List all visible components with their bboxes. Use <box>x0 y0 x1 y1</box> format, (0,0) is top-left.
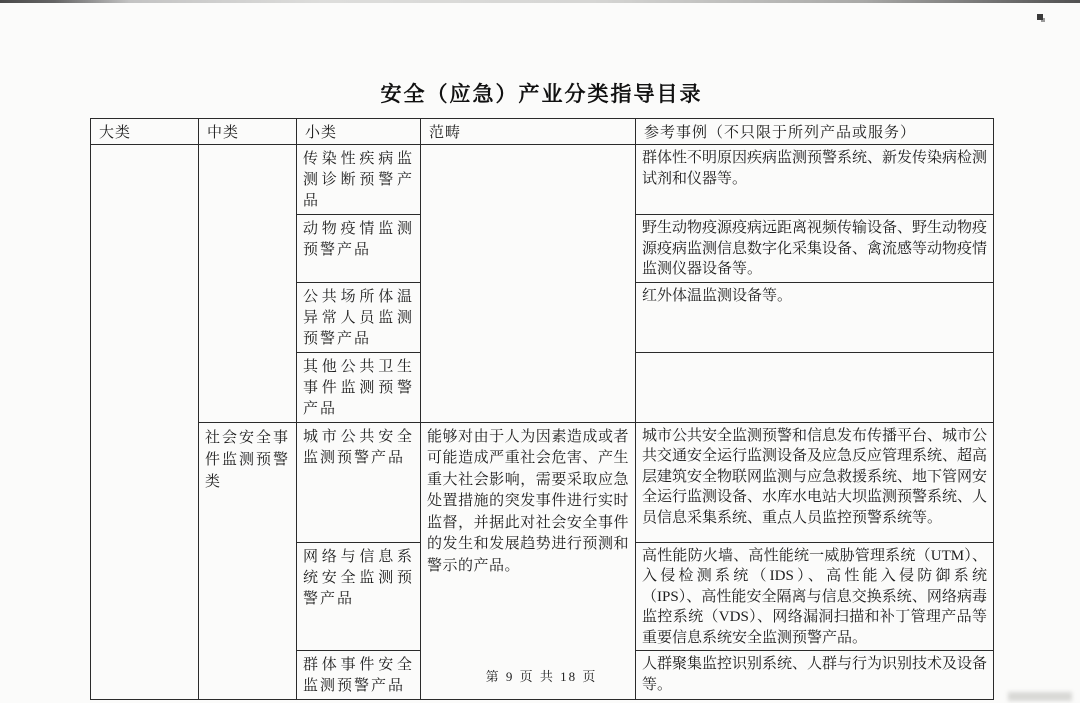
cell-examples: 红外体温监测设备等。 <box>636 282 994 352</box>
col-header-major-category: 大类 <box>91 119 199 145</box>
cell-subcategory: 动物疫情监测预警产品 <box>297 215 421 283</box>
cell-examples: 高性能防火墙、高性能统一威胁管理系统（UTM）、入侵检测系统（IDS）、高性能入侵防御系统（IPS）、高性能安全隔离与信息交换系统、网络病毒监控系统（VDS）、网络漏洞扫描和补丁管理产品等重要信息系统安全监测预警产品。 <box>636 542 994 651</box>
cell-examples: 群体性不明原因疾病监测预警系统、新发传染病检测试剂和仪器等。 <box>636 145 994 215</box>
cell-subcategory: 公共场所体温异常人员监测预警产品 <box>297 282 421 352</box>
col-header-middle-category: 中类 <box>199 119 297 145</box>
cell-subcategory: 传染性疾病监测诊断预警产品 <box>297 145 421 215</box>
cell-examples: 人群聚集监控识别系统、人群与行为识别技术及设备等。 <box>636 651 994 700</box>
cell-major-category-empty <box>91 145 199 700</box>
col-header-sub-category: 小类 <box>297 119 421 145</box>
page-title: 安全（应急）产业分类指导目录 <box>380 82 703 106</box>
table-row <box>91 145 994 215</box>
scan-artifact-top-line <box>0 0 1080 3</box>
col-header-examples: 参考事例（不只限于所列产品或服务） <box>636 119 994 145</box>
cell-subcategory: 其他公共卫生事件监测预警产品 <box>297 352 421 422</box>
cell-scope-empty <box>421 145 636 423</box>
cell-scope: 能够对由于人为因素造成或者可能造成严重社会危害、产生重大社会影响，需要采取应急处置措施的突发事件进行实时监督，并据此对社会安全事件的发生和发展趋势进行预测和警示的产品。 <box>421 422 636 700</box>
cell-subcategory: 群体事件安全监测预警产品 <box>297 651 421 700</box>
table-row <box>91 422 994 542</box>
scan-artifact-smudge <box>1008 692 1072 701</box>
page-number: 第 9 页 共 18 页 <box>485 669 598 684</box>
cell-subcategory: 网络与信息系统安全监测预警产品 <box>297 542 421 651</box>
cell-examples: 城市公共安全监测预警和信息发布传播平台、城市公共交通安全运行监测设备及应急反应管理系统、超高层建筑安全物联网监测与应急救援系统、地下管网安全运行监测设备、水库水电站大坝监测预警系统、人员信息采集系统、重点人员监控预警系统等。 <box>636 422 994 542</box>
cell-examples-empty <box>636 352 994 422</box>
cell-middle-category: 社会安全事件监测预警类 <box>199 422 297 700</box>
cell-examples: 野生动物疫源疫病远距离视频传输设备、野生动物疫源疫病监测信息数字化采集设备、禽流感等动物疫情监测仪器设备等。 <box>636 215 994 283</box>
classification-table <box>90 118 994 700</box>
col-header-scope: 范畴 <box>421 119 636 145</box>
cell-subcategory: 城市公共安全监测预警产品 <box>297 422 421 542</box>
scan-artifact-speck <box>1037 14 1043 20</box>
header-row <box>91 119 994 145</box>
cell-middle-category-empty <box>199 145 297 423</box>
